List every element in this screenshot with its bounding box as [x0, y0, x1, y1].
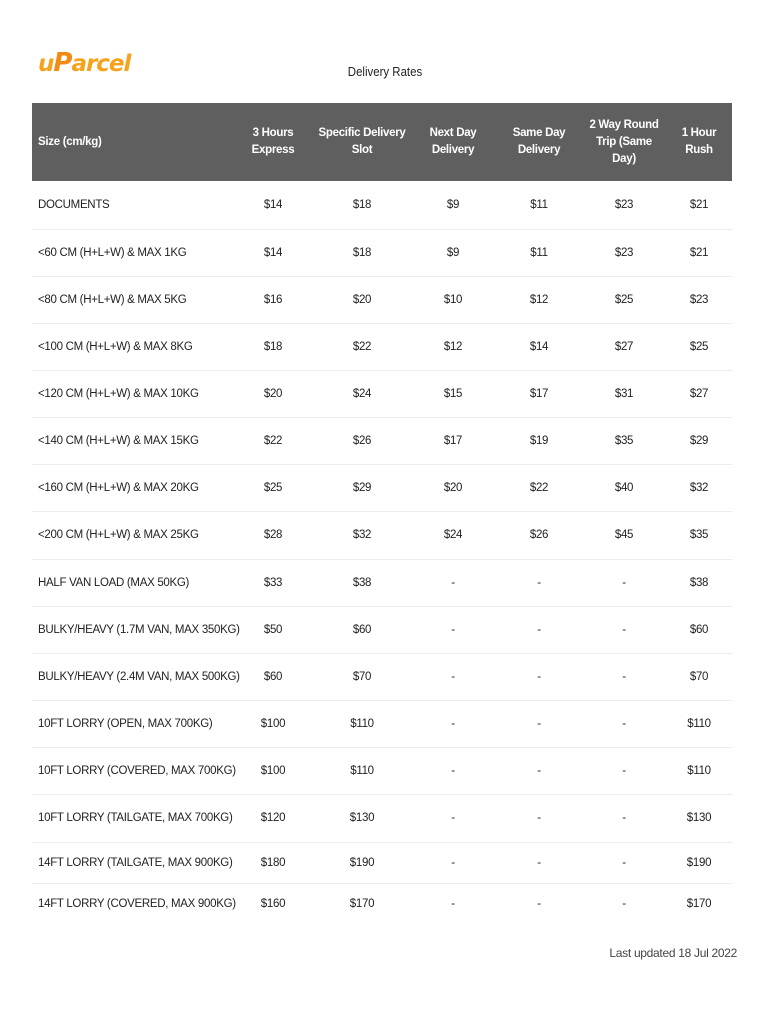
- price-cell: $23: [614, 198, 634, 211]
- price-cell: $25: [689, 340, 709, 353]
- price-cell: $29: [352, 481, 372, 494]
- price-cell: $18: [263, 340, 283, 353]
- size-cell: <160 CM (H+L+W) & MAX 20KG: [38, 481, 199, 494]
- size-cell: <120 CM (H+L+W) & MAX 10KG: [38, 387, 199, 400]
- price-cell: $14: [263, 246, 283, 259]
- table-row: [32, 747, 732, 794]
- price-cell: $10: [443, 293, 463, 306]
- price-cell: $17: [529, 387, 549, 400]
- price-cell: $190: [686, 856, 712, 869]
- price-cell: -: [622, 670, 626, 683]
- price-cell: -: [451, 623, 455, 636]
- table-row: [32, 276, 732, 323]
- price-cell: -: [537, 856, 541, 869]
- price-cell: $110: [350, 717, 374, 730]
- table-row: [32, 464, 732, 511]
- size-cell: 10FT LORRY (COVERED, MAX 700KG): [38, 764, 236, 777]
- price-cell: $130: [686, 812, 712, 824]
- price-cell: $18: [352, 198, 372, 211]
- price-cell: -: [537, 623, 541, 636]
- price-cell: $29: [689, 434, 709, 447]
- page-title: Delivery Rates: [347, 64, 423, 79]
- price-cell: $28: [263, 529, 283, 541]
- price-cell: $20: [443, 481, 463, 494]
- size-cell: <60 CM (H+L+W) & MAX 1KG: [38, 246, 187, 259]
- price-cell: $32: [352, 529, 372, 541]
- price-cell: $14: [263, 198, 283, 211]
- price-cell: $70: [352, 670, 372, 683]
- price-cell: $20: [352, 293, 372, 306]
- size-cell: BULKY/HEAVY (1.7M VAN, MAX 350KG): [38, 623, 240, 636]
- price-cell: $20: [263, 387, 283, 400]
- price-cell: $170: [686, 897, 712, 910]
- table-row: [32, 559, 732, 606]
- price-cell: $100: [260, 764, 286, 777]
- price-cell: $110: [687, 764, 711, 777]
- price-cell: -: [537, 576, 541, 589]
- table-row: [32, 794, 732, 842]
- price-cell: $11: [530, 198, 548, 211]
- table-row: [32, 181, 732, 229]
- price-cell: $16: [263, 293, 283, 306]
- price-cell: $18: [352, 246, 372, 259]
- price-cell: -: [451, 897, 455, 910]
- logo-u: u: [38, 51, 54, 77]
- size-cell: <80 CM (H+L+W) & MAX 5KG: [38, 293, 187, 306]
- price-cell: $27: [614, 340, 634, 353]
- price-cell: -: [537, 717, 541, 730]
- column-header-next-day-delivery: Next Day Delivery: [429, 127, 477, 156]
- size-cell: <200 CM (H+L+W) & MAX 25KG: [38, 529, 199, 541]
- price-cell: $21: [689, 198, 709, 211]
- table-row: [32, 229, 732, 276]
- column-header-specific-delivery-slot: Specific Delivery Slot: [318, 127, 406, 156]
- price-cell: $38: [689, 576, 709, 589]
- price-cell: -: [622, 897, 626, 910]
- price-cell: $160: [260, 897, 286, 910]
- logo-p: P: [53, 48, 72, 78]
- price-cell: $32: [689, 481, 709, 494]
- price-cell: -: [451, 717, 455, 730]
- column-header-2-way-round-trip: 2 Way Round Trip (Same Day): [589, 118, 659, 165]
- price-cell: $31: [614, 387, 634, 400]
- price-cell: $24: [352, 387, 372, 400]
- table-row: [32, 653, 732, 700]
- price-cell: $130: [349, 812, 375, 824]
- price-cell: $9: [446, 198, 460, 211]
- price-cell: -: [537, 764, 541, 777]
- rates-table: [32, 103, 732, 924]
- table-row: [32, 511, 732, 559]
- logo-rest: arcel: [71, 51, 131, 77]
- price-cell: $22: [263, 434, 283, 447]
- price-cell: $22: [529, 481, 549, 494]
- price-cell: -: [451, 764, 455, 777]
- column-header-size: Size (cm/kg): [38, 135, 102, 148]
- price-cell: -: [622, 764, 626, 777]
- price-cell: $9: [446, 246, 460, 259]
- column-header-same-day-delivery: Same Day Delivery: [512, 127, 566, 156]
- price-cell: $23: [614, 246, 634, 259]
- size-cell: <100 CM (H+L+W) & MAX 8KG: [38, 340, 193, 353]
- price-cell: $11: [530, 246, 548, 259]
- price-cell: $26: [529, 529, 549, 541]
- price-cell: $26: [352, 434, 372, 447]
- price-cell: $60: [263, 670, 283, 683]
- table-row: [32, 606, 732, 653]
- price-cell: $110: [350, 764, 374, 777]
- price-cell: $190: [349, 856, 375, 869]
- price-cell: $35: [614, 434, 634, 447]
- price-cell: $25: [263, 481, 283, 494]
- table-row: [32, 370, 732, 417]
- price-cell: $15: [443, 387, 463, 400]
- size-cell: <140 CM (H+L+W) & MAX 15KG: [38, 434, 199, 447]
- table-header-row: [32, 103, 732, 181]
- size-cell: BULKY/HEAVY (2.4M VAN, MAX 500KG): [38, 670, 240, 683]
- size-cell: 10FT LORRY (OPEN, MAX 700KG): [38, 717, 213, 730]
- price-cell: $100: [260, 717, 286, 730]
- size-cell: 14FT LORRY (COVERED, MAX 900KG): [38, 897, 236, 910]
- price-cell: -: [622, 717, 626, 730]
- price-cell: $12: [443, 340, 463, 353]
- price-cell: $33: [263, 576, 283, 589]
- price-cell: $25: [614, 293, 634, 306]
- size-cell: DOCUMENTS: [38, 198, 110, 211]
- column-header-1-hour-rush: 1 Hour Rush: [681, 127, 717, 156]
- price-cell: -: [537, 812, 541, 824]
- price-cell: $24: [443, 529, 463, 541]
- price-cell: $45: [614, 529, 634, 541]
- price-cell: $50: [263, 623, 283, 636]
- price-cell: -: [622, 812, 626, 824]
- table-row: [32, 323, 732, 370]
- size-cell: 10FT LORRY (TAILGATE, MAX 700KG): [38, 812, 233, 824]
- price-cell: $38: [352, 576, 372, 589]
- price-cell: -: [451, 670, 455, 683]
- price-cell: $110: [687, 717, 711, 730]
- price-cell: -: [451, 856, 455, 869]
- price-cell: -: [622, 856, 626, 869]
- price-cell: $60: [352, 623, 372, 636]
- price-cell: $35: [689, 529, 709, 541]
- price-cell: -: [451, 576, 455, 589]
- price-cell: -: [537, 897, 541, 910]
- table-row: [32, 842, 732, 883]
- price-cell: $180: [260, 856, 286, 869]
- size-cell: 14FT LORRY (TAILGATE, MAX 900KG): [38, 856, 233, 869]
- price-cell: $70: [689, 670, 709, 683]
- table-row: [32, 417, 732, 464]
- price-cell: $21: [689, 246, 709, 259]
- price-cell: $170: [349, 897, 375, 910]
- price-cell: $120: [260, 812, 286, 824]
- price-cell: -: [537, 670, 541, 683]
- price-cell: $40: [614, 481, 634, 494]
- price-cell: $12: [529, 293, 549, 306]
- price-cell: $27: [689, 387, 709, 400]
- price-cell: $60: [689, 623, 709, 636]
- price-cell: $14: [529, 340, 549, 353]
- price-cell: -: [622, 576, 626, 589]
- column-header-3-hours-express: 3 Hours Express: [251, 127, 295, 156]
- price-cell: $22: [352, 340, 372, 353]
- price-cell: -: [622, 623, 626, 636]
- price-cell: $19: [529, 434, 549, 447]
- price-cell: $23: [689, 293, 709, 306]
- size-cell: HALF VAN LOAD (MAX 50KG): [38, 576, 190, 589]
- table-row: [32, 883, 732, 924]
- price-cell: -: [451, 812, 455, 824]
- last-updated-note: Last updated 18 Jul 2022: [609, 946, 737, 960]
- table-row: [32, 700, 732, 747]
- price-cell: $17: [443, 434, 463, 447]
- rates-table-body: [32, 181, 732, 924]
